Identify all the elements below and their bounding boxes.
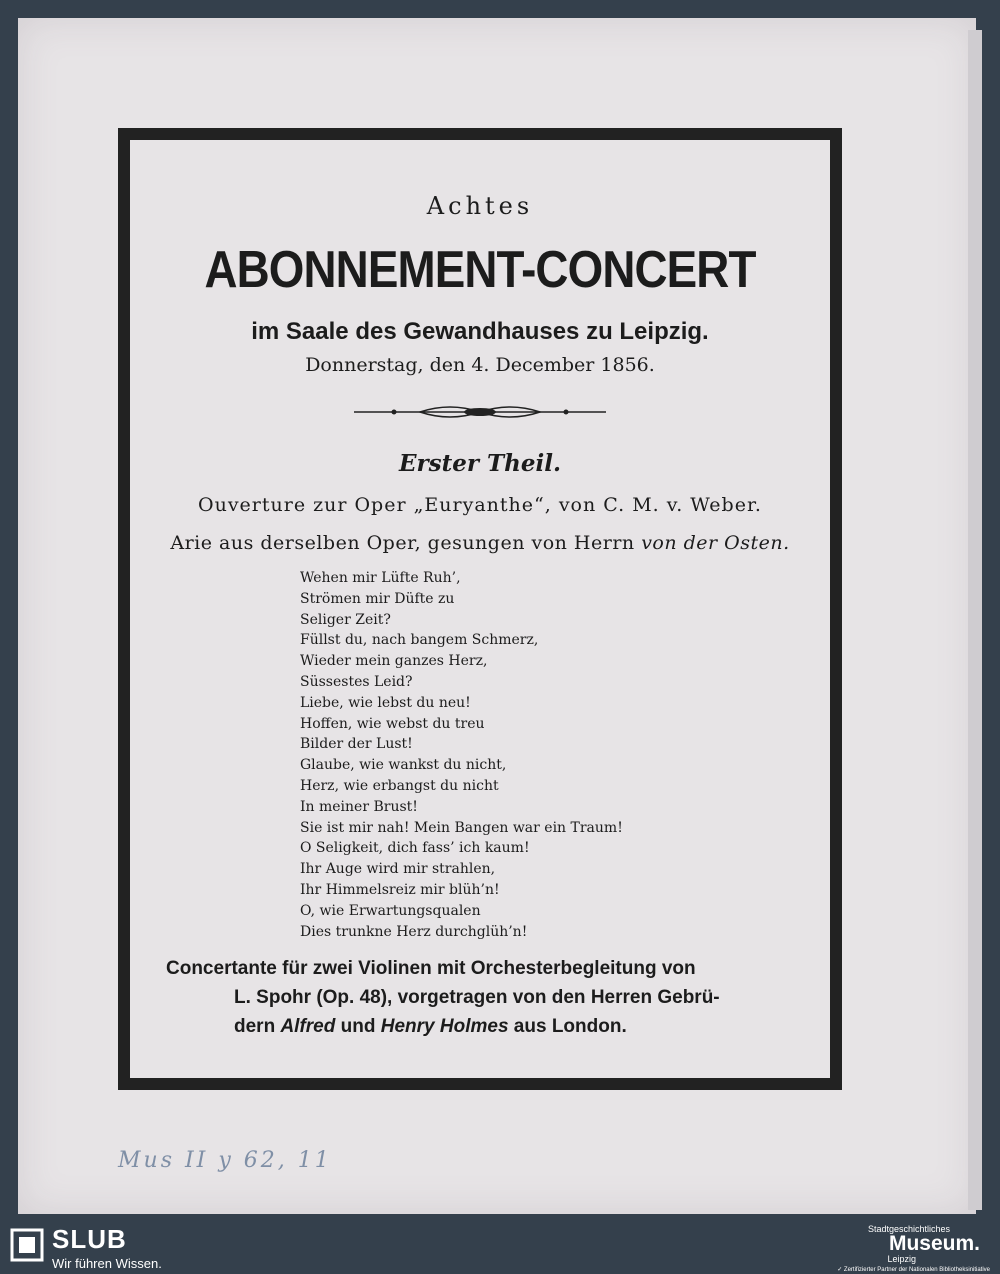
lyric-line: Ihr Auge wird mir strahlen, [300,861,496,878]
lyric-line: Wehen mir Lüfte Ruh’, [300,570,461,586]
lyric-line: Süssestes Leid? [300,673,413,690]
concertante-line-1: Concertante für zwei Violinen mit Orchesterbegleitung von [166,958,696,979]
slub-name[interactable]: SLUB [52,1224,127,1254]
lyric-line: In meiner Brust! [300,798,418,815]
lyric-line: Strömen mir Düfte zu [300,590,455,607]
page-edge [968,30,982,1210]
text-fragment: dern [234,1016,281,1037]
lyric-line: Sie ist mir nah! Mein Bangen war ein Traum! [300,819,623,836]
program-item-aria [130,532,830,554]
aria-singer: von der Osten. [641,532,790,554]
concertante-line-3 [130,1012,830,1041]
lyric-line: Dies trunkne Herz durchglüh’n! [300,923,528,940]
lyric-line: O Seligkeit, dich fass’ ich kaum! [300,840,530,857]
pretitle: Achtes [426,192,534,220]
text-fragment: und [335,1016,381,1037]
lyric-line: Füllst du, nach bangem Schmerz, [300,632,539,649]
concert-date: Donnerstag, den 4. December 1856. [305,354,655,376]
text-fragment: aus London. [508,1016,627,1037]
lyric-line: Ihr Himmelsreiz mir blüh’n! [300,881,500,898]
lyric-line: Glaube, wie wankst du nicht, [300,757,507,774]
lyric-line: Wieder mein ganzes Herz, [300,653,488,670]
program-item-concertante [130,954,830,1041]
slub-tagline: Wir führen Wissen. [52,1256,162,1271]
slub-logo-icon[interactable] [10,1228,44,1262]
lyric-line: Herz, wie erbangst du nicht [300,777,499,794]
museum-certification: ✓ Zertifizierter Partner der Nationalen Bibliotheksinitiative [837,1267,990,1273]
aria-title: Arie aus derselben Oper, gesungen von Herrn [170,532,642,554]
program-item-overture: Ouverture zur Oper „Euryanthe“, von C. M. v. Weber. [198,494,762,516]
museum-label-small: Stadtgeschichtliches [867,1224,950,1234]
concertante-line-2: L. Spohr (Op. 48), vorgetragen von den Herren Gebrü- [234,987,720,1008]
performer-alfred: Alfred [280,1016,336,1037]
museum-city: Leipzig [887,1254,916,1264]
viewer-footer [0,1214,1000,1274]
lyric-line: Liebe, wie lebst du neu! [300,694,471,711]
lyric-line: Seliger Zeit? [300,611,391,628]
lyric-line: O, wie Erwartungsqualen [300,902,481,919]
lyric-line: Bilder der Lust! [300,736,413,753]
aria-lyrics [300,568,720,942]
part-heading: Erster Theil. [399,450,561,477]
museum-logo[interactable]: Museum. [888,1232,980,1255]
lyric-line: Hoffen, wie webst du treu [300,715,485,732]
concert-program [130,140,830,1078]
performer-henry-holmes: Henry Holmes [380,1016,509,1037]
venue-line: im Saale des Gewandhauses zu Leipzig. [251,318,709,345]
concert-title: ABONNEMENT-CONCERT [204,241,756,299]
handwritten-shelfmark: Mus II y 62, 11 [118,1148,332,1173]
ornament-divider-icon [350,402,610,422]
